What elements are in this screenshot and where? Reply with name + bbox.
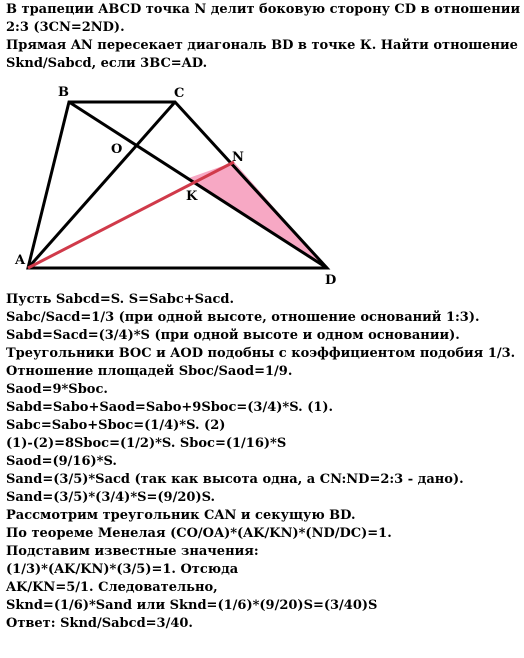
trapezoid-abcd <box>28 102 327 268</box>
solution-line-11: Sand=(3/5)*Sacd (так как высота одна, а CN:ND=2:3 - дано). <box>6 472 464 487</box>
label-a: A <box>15 253 26 268</box>
shaded-triangle-knd <box>186 162 327 268</box>
solution-line-12: Sand=(3/5)*(3/4)*S=(9/20)S. <box>6 490 216 505</box>
trapezoid-diagram <box>0 82 360 292</box>
solution-line-6: Saod=9*Sboc. <box>6 382 108 397</box>
solution-line-14: По теореме Менелая (CO/OA)*(AK/KN)*(ND/DC)=1. <box>6 526 392 541</box>
solution-line-2: Sabc/Sacd=1/3 (при одной высоте, отношение оснований 1:3). <box>6 310 480 325</box>
solution-line-7: Sabd=Sabo+Saod=Sabo+9Sboc=(3/4)*S. (1). <box>6 400 334 415</box>
solution-line-17: AK/KN=5/1. Следовательно, <box>6 580 218 595</box>
label-d: D <box>325 273 337 288</box>
label-n: N <box>232 150 244 165</box>
solution-line-15: Подставим известные значения: <box>6 544 259 559</box>
solution-line-5: Отношение площадей Sboc/Saod=1/9. <box>6 364 293 379</box>
problem-line-1: В трапеции ABCD точка N делит боковую сторону CD в отношении <box>6 2 521 17</box>
label-b: B <box>58 85 69 100</box>
solution-line-3: Sabd=Sacd=(3/4)*S (при одной высоте и одном основании). <box>6 328 460 343</box>
solution-line-9: (1)-(2)=8Sboc=(1/2)*S. Sboc=(1/16)*S <box>6 436 287 451</box>
problem-line-4: Sknd/Sabcd, если 3BC=AD. <box>6 56 208 71</box>
problem-line-2: 2:3 (3CN=2ND). <box>6 20 125 35</box>
label-c: C <box>174 86 185 101</box>
solution-line-16: (1/3)*(AK/KN)*(3/5)=1. Отсюда <box>6 562 239 577</box>
diagonal-ac <box>28 102 175 268</box>
solution-line-8: Sabc=Sabo+Sboc=(1/4)*S. (2) <box>6 418 226 433</box>
answer-line: Ответ: Sknd/Sabcd=3/40. <box>6 616 193 631</box>
label-o: O <box>111 142 123 157</box>
line-an <box>28 162 234 268</box>
problem-line-3: Прямая AN пересекает диагональ BD в точке К. Найти отношение <box>6 38 518 53</box>
label-k: K <box>186 189 198 204</box>
solution-line-13: Рассмотрим треугольник CAN и секущую BD. <box>6 508 356 523</box>
solution-line-10: Saod=(9/16)*S. <box>6 454 117 469</box>
solution-line-1: Пусть Sabcd=S. S=Sabc+Sacd. <box>6 292 235 307</box>
solution-line-18: Sknd=(1/6)*Sand или Sknd=(1/6)*(9/20)S=(3/40)S <box>6 598 378 613</box>
solution-line-4: Треугольники BOC и AOD подобны с коэффициентом подобия 1/3. <box>6 346 516 361</box>
